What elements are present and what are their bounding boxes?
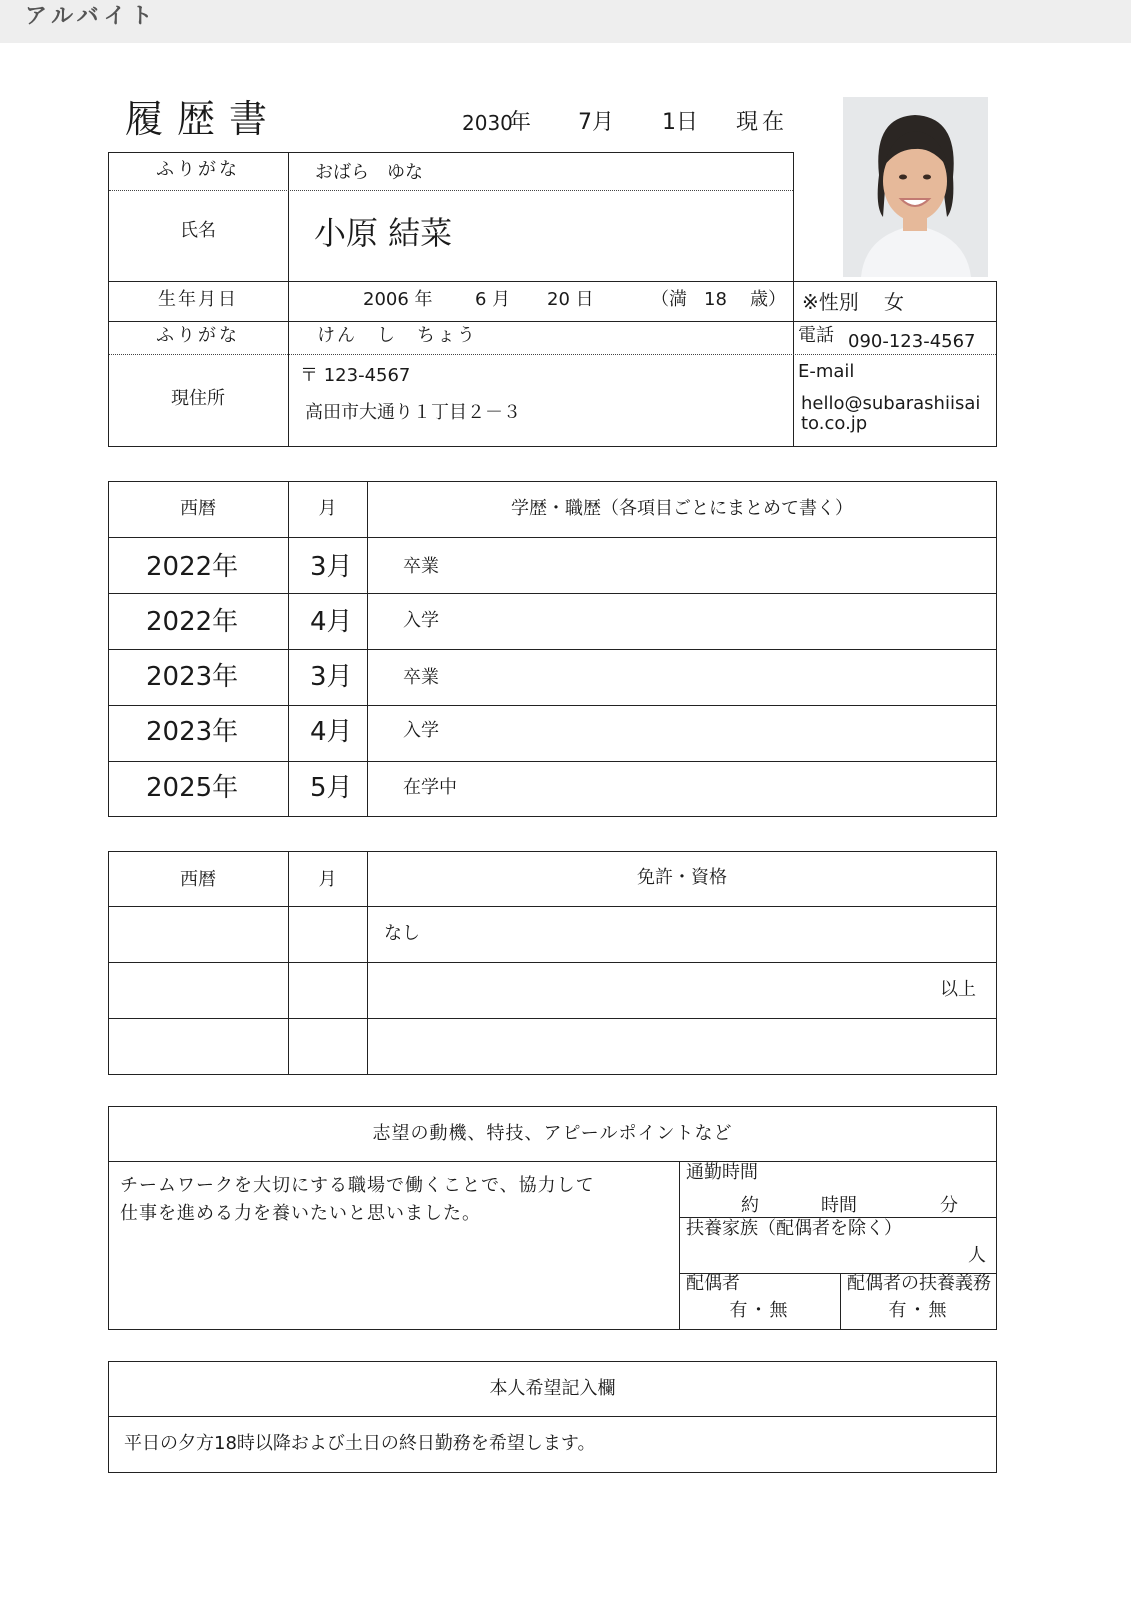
portrait-photo-icon xyxy=(843,97,988,277)
birth-day[interactable]: 20 日 xyxy=(547,289,594,310)
commute-label: 通勤時間 xyxy=(686,1162,758,1183)
history-header-year: 西暦 xyxy=(180,498,216,519)
history-month[interactable]: 3月 xyxy=(310,662,353,692)
licenses-header-text: 免許・資格 xyxy=(637,867,727,888)
licenses-header-year: 西暦 xyxy=(180,869,216,890)
date-day: 1日 xyxy=(662,110,698,135)
spouse-support-value[interactable]: 有・無 xyxy=(888,1300,949,1321)
divider xyxy=(108,705,997,706)
address-furigana-label: ふりがな xyxy=(156,325,240,346)
category-label: アルバイト xyxy=(25,4,158,29)
age-value[interactable]: 18 xyxy=(704,289,727,310)
history-year[interactable]: 2022年 xyxy=(146,552,239,582)
spouse-label: 配偶者 xyxy=(686,1273,740,1294)
email-label: E-mail xyxy=(798,361,855,382)
address-label: 現住所 xyxy=(171,388,225,409)
commute-approx: 約 xyxy=(741,1195,759,1216)
furigana-value[interactable]: おばら ゆな xyxy=(315,162,423,183)
history-year[interactable]: 2025年 xyxy=(146,773,239,803)
history-month[interactable]: 5月 xyxy=(310,773,353,803)
divider xyxy=(108,761,997,762)
email-value-line1[interactable]: hello@subarashiisai xyxy=(801,393,981,414)
divider xyxy=(108,1018,997,1019)
birth-year[interactable]: 2006 年 xyxy=(363,289,433,310)
requests-header: 本人希望記入欄 xyxy=(489,1378,616,1399)
license-text[interactable]: なし xyxy=(384,923,420,944)
history-text[interactable]: 卒業 xyxy=(403,556,439,577)
spouse-value[interactable]: 有・無 xyxy=(729,1300,790,1321)
divider xyxy=(108,649,997,650)
date-year: 2030 xyxy=(462,111,513,135)
divider xyxy=(108,906,997,907)
history-year[interactable]: 2022年 xyxy=(146,607,239,637)
divider xyxy=(108,593,997,594)
dependents-unit: 人 xyxy=(968,1245,986,1266)
top-bar xyxy=(0,0,1131,43)
divider xyxy=(109,190,793,191)
history-text[interactable]: 入学 xyxy=(403,610,439,631)
requests-text[interactable]: 平日の夕方18時以降および土日の終日勤務を希望します。 xyxy=(124,1433,596,1454)
commute-hours-label: 時間 xyxy=(821,1195,857,1216)
date-month: 7月 xyxy=(578,110,614,135)
commute-minutes-label: 分 xyxy=(940,1195,958,1216)
history-header-text: 学歴・職歴（各項目ごとにまとめて書く） xyxy=(511,498,853,519)
license-text[interactable]: 以上 xyxy=(940,979,976,1000)
spouse-support-label: 配偶者の扶養義務 xyxy=(847,1273,991,1294)
date-year-unit: 年 xyxy=(509,110,532,135)
gender-value[interactable]: 女 xyxy=(884,290,904,314)
history-text[interactable]: 在学中 xyxy=(403,777,457,798)
motivation-text-line2[interactable]: 仕事を進める力を養いたいと思いました。 xyxy=(120,1203,481,1224)
motivation-header: 志望の動機、特技、アピールポイントなど xyxy=(372,1123,733,1144)
history-year[interactable]: 2023年 xyxy=(146,662,239,692)
history-text[interactable]: 入学 xyxy=(403,720,439,741)
divider xyxy=(109,354,996,355)
history-month[interactable]: 4月 xyxy=(310,607,353,637)
postal-code[interactable]: 〒 123-4567 xyxy=(300,365,411,386)
licenses-header-month: 月 xyxy=(318,869,337,890)
address-value[interactable]: 高田市大通り１丁目２－３ xyxy=(305,402,521,423)
gender-label: ※性別 xyxy=(802,290,859,314)
history-month[interactable]: 4月 xyxy=(310,717,353,747)
history-year[interactable]: 2023年 xyxy=(146,717,239,747)
divider xyxy=(108,1416,997,1417)
birth-label: 生年月日 xyxy=(158,289,238,310)
name-label: 氏名 xyxy=(180,220,216,241)
furigana-label: ふりがな xyxy=(156,159,240,180)
history-header-month: 月 xyxy=(318,498,337,519)
date-suffix: 現在 xyxy=(736,110,789,135)
birth-month[interactable]: 6 月 xyxy=(475,289,511,310)
email-value-line2[interactable]: to.co.jp xyxy=(801,413,868,434)
phone-value[interactable]: 090-123-4567 xyxy=(848,331,976,352)
age-open: （満 xyxy=(651,289,687,310)
history-month[interactable]: 3月 xyxy=(310,552,353,582)
motivation-text-line1[interactable]: チームワークを大切にする職場で働くことで、協力して xyxy=(120,1175,595,1196)
phone-label: 電話 xyxy=(798,325,834,346)
history-text[interactable]: 卒業 xyxy=(403,667,439,688)
dependents-label: 扶養家族（配偶者を除く） xyxy=(686,1218,902,1239)
page-title: 履歴書 xyxy=(125,97,282,141)
name-value[interactable]: 小原 結菜 xyxy=(314,214,453,252)
divider xyxy=(108,962,997,963)
divider xyxy=(108,1161,997,1162)
age-close: 歳） xyxy=(750,289,786,310)
address-furigana-value[interactable]: けん し ちょう xyxy=(317,325,477,346)
divider xyxy=(108,537,997,538)
